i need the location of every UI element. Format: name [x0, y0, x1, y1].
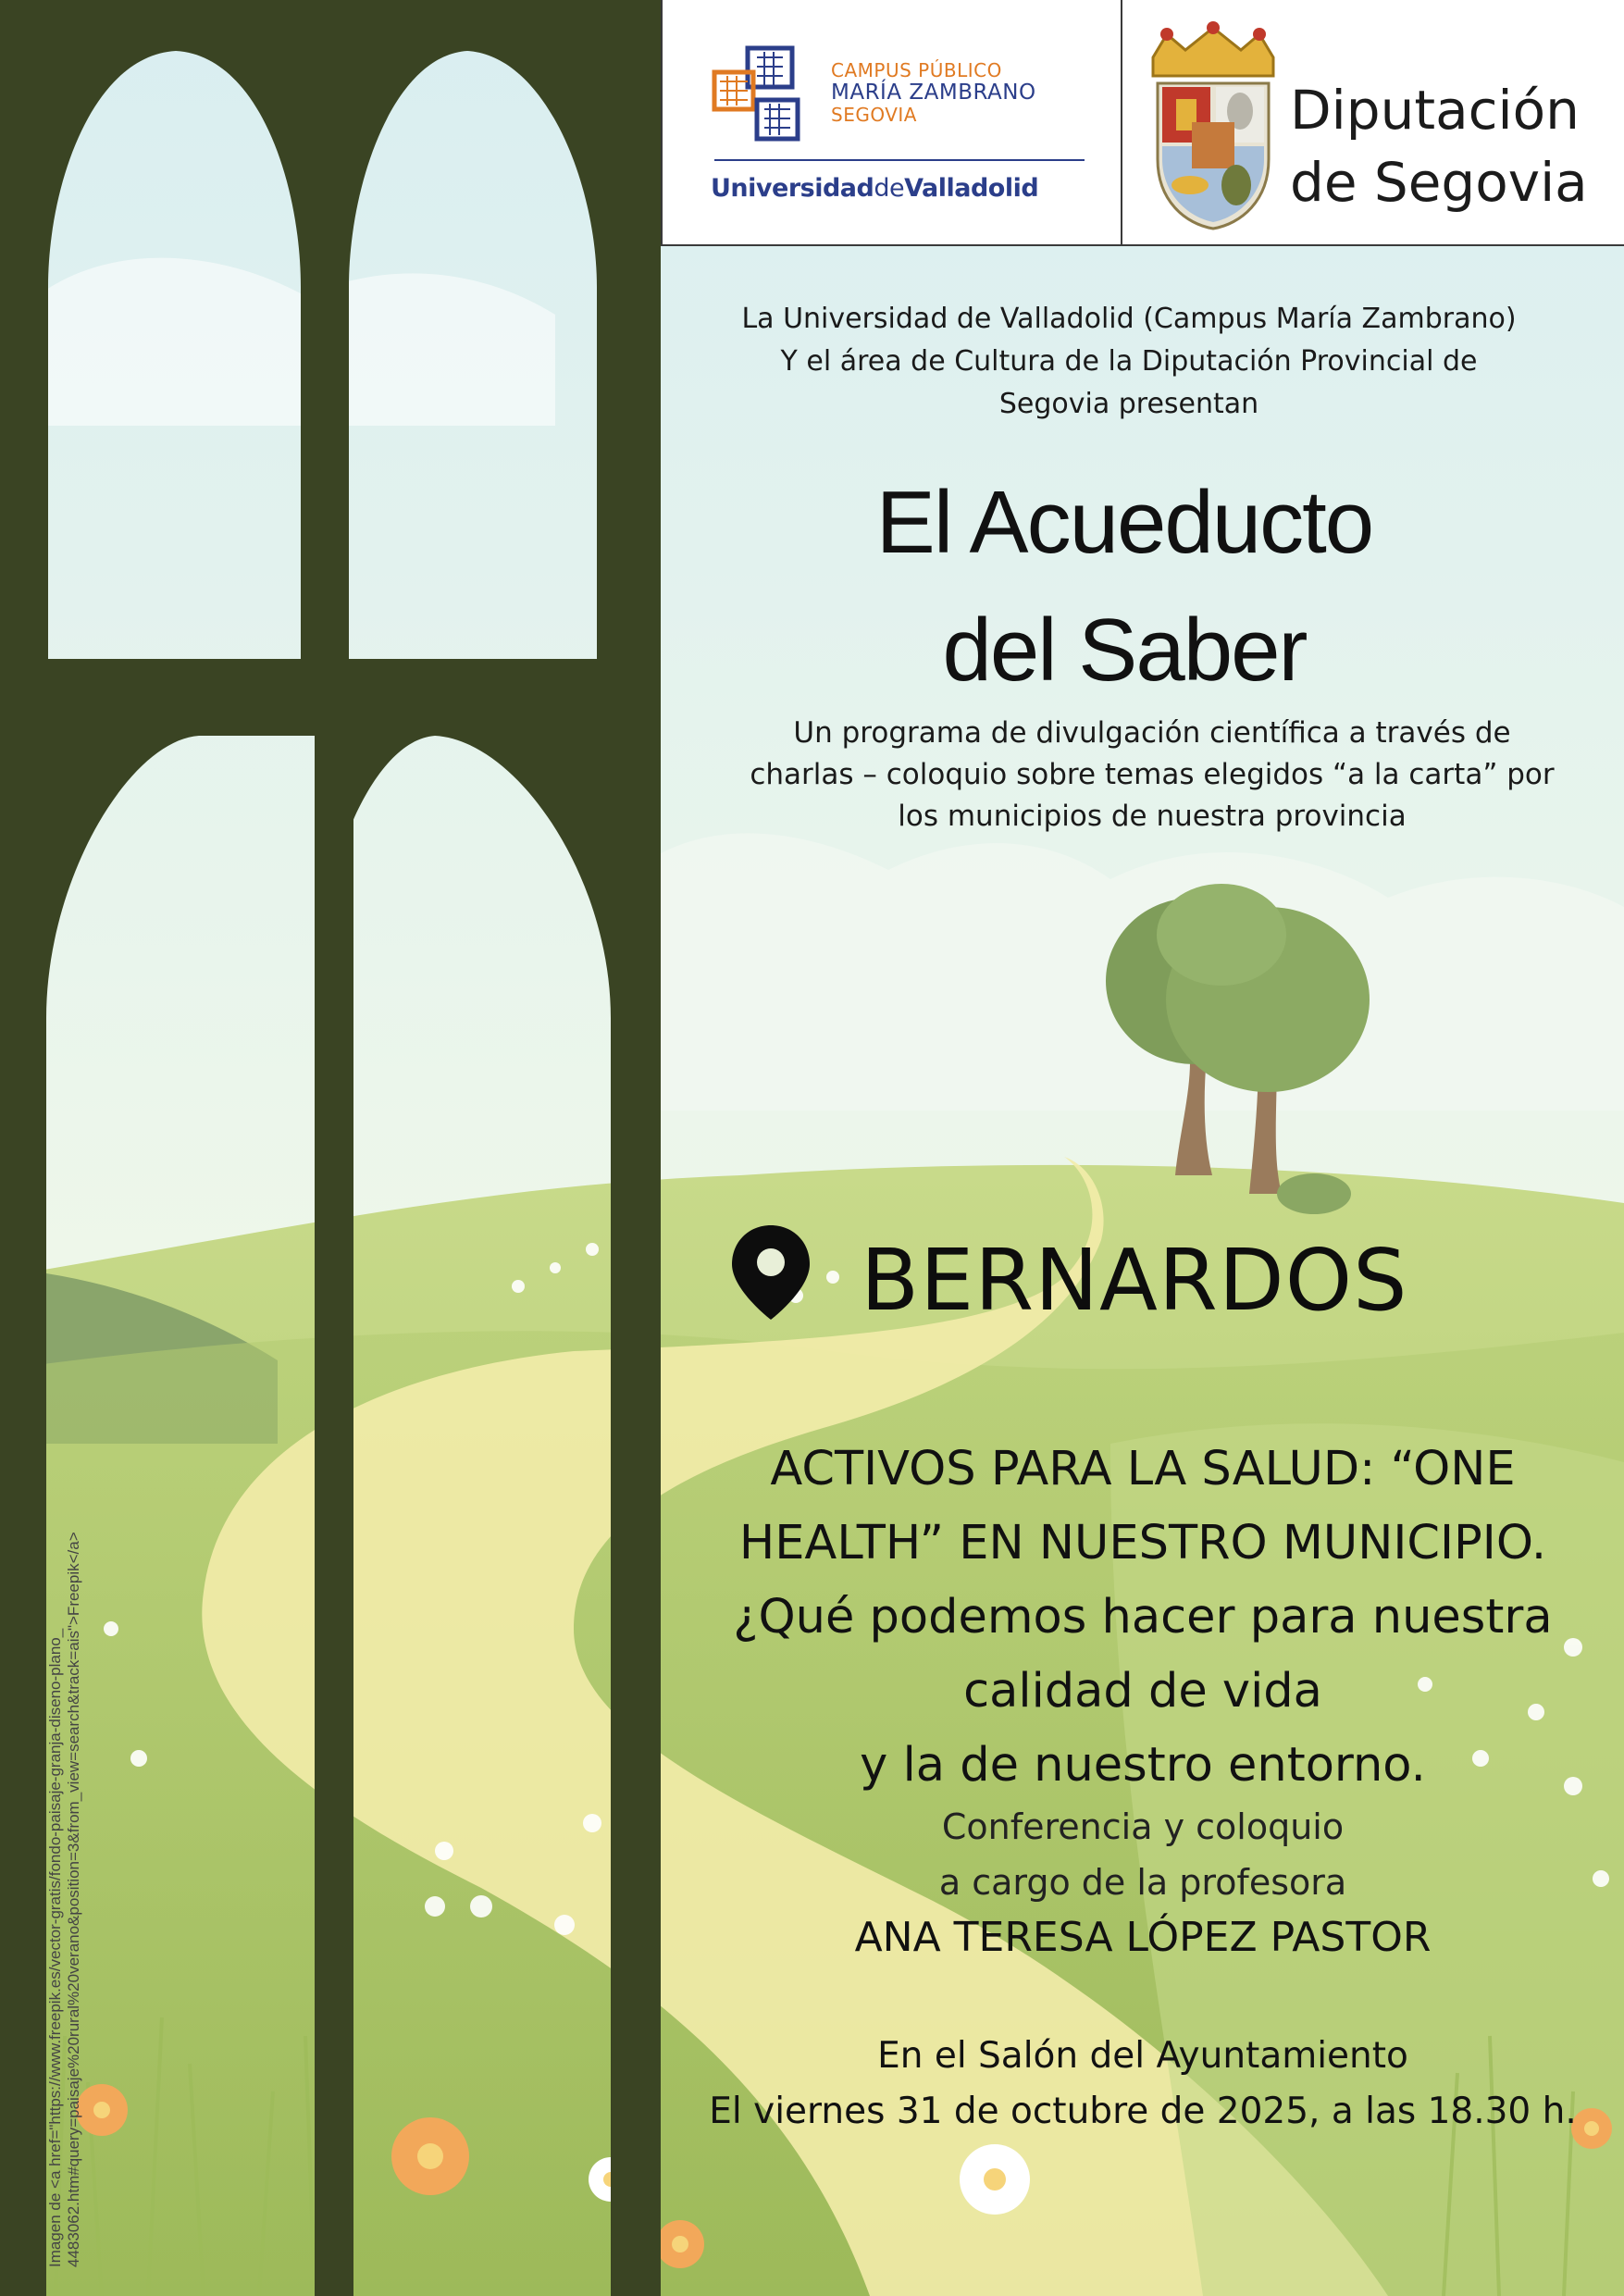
credit-line2: 4483062.htm#query=paisaje%20rural%20verano&position=3&from_view=search&track=ais">Freepik</a>: [65, 1532, 82, 2267]
uva-part1: Universidad: [711, 174, 874, 203]
dip-line1: Diputación: [1290, 79, 1580, 142]
topic-line5: y la de nuestro entorno.: [860, 1738, 1426, 1793]
diputacion-name: [1290, 74, 1588, 218]
conference-info: [759, 1799, 1527, 1910]
venue-line2: El viernes 31 de octubre de 2025, a las 18.30 h.: [709, 2091, 1577, 2132]
coat-of-arms-icon: [1134, 20, 1292, 233]
dip-line2: de Segovia: [1290, 151, 1588, 214]
campus-logo-icon: [711, 44, 822, 146]
image-credit: [46, 1532, 83, 2267]
header-logos: [661, 0, 1624, 246]
topic-line4: calidad de vida: [963, 1664, 1322, 1719]
conference-line2: a cargo de la profesora: [938, 1862, 1347, 1903]
venue-info: [703, 2029, 1582, 2140]
location-name: BERNARDOS: [861, 1231, 1408, 1330]
credit-line1: Imagen de <a href="https://www.freepik.es/vector-gratis/fondo-paisaje-granja-diseno-plano_: [46, 1628, 64, 2267]
program-description: [689, 713, 1615, 838]
conference-line1: Conferencia y coloquio: [941, 1806, 1345, 1847]
intro-line2: Y el área de Cultura de la Diputación Provincial de: [780, 345, 1478, 378]
subtitle-line3: los municipios de nuestra provincia: [898, 800, 1407, 833]
campus-name: [831, 59, 1036, 126]
campus-line1: CAMPUS PÚBLICO: [831, 59, 1002, 81]
logo-divider: [714, 159, 1085, 161]
topic-line1: ACTIVOS PARA LA SALUD: “ONE: [770, 1442, 1516, 1496]
campus-line2: MARÍA ZAMBRANO: [831, 81, 1036, 105]
title-line1: El Acueducto: [875, 473, 1373, 572]
intro-text: [666, 298, 1592, 426]
intro-line3: Segovia presentan: [998, 388, 1259, 420]
uva-part2: de: [874, 174, 905, 203]
title-line2: del Saber: [942, 601, 1307, 700]
program-title: [685, 459, 1564, 714]
intro-line1: La Universidad de Valladolid (Campus María Zambrano): [741, 303, 1517, 335]
topic-line2: HEALTH” EN NUESTRO MUNICIPIO.: [738, 1516, 1547, 1570]
topic-line3: ¿Qué podemos hacer para nuestra: [733, 1590, 1553, 1644]
venue-line1: En el Salón del Ayuntamiento: [877, 2035, 1408, 2077]
subtitle-line1: Un programa de divulgación científica a través de: [793, 716, 1511, 750]
talk-topic: [703, 1433, 1582, 1803]
location-pin-icon: [726, 1222, 815, 1323]
subtitle-line2: charlas – coloquio sobre temas elegidos “a la carta” por: [750, 758, 1555, 791]
uva-logo-text: [711, 174, 1038, 203]
speaker-name: ANA TERESA LÓPEZ PASTOR: [854, 1914, 1432, 1961]
header-divider: [1121, 0, 1122, 244]
uva-part3: Valladolid: [904, 174, 1039, 203]
campus-line3: SEGOVIA: [831, 104, 917, 126]
